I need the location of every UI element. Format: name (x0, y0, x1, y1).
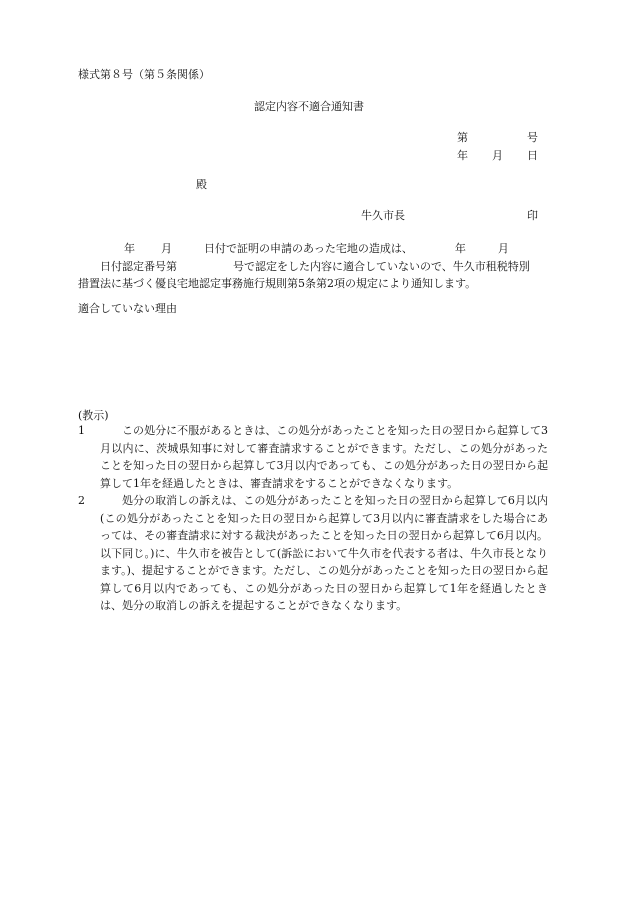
seal-label: 印 (527, 209, 538, 222)
instruction-item-text: この処分に不服があるときは、この処分があったことを知った日の翌日から起算して3月以内に、茨城県知事に対して審査請求することができます。ただし、この処分があったことを知った日の翌日から起算して3月以内であっても、この処分があった日の翌日から起算して1年を経過したときは、審査請求をすることができなくなります。 (100, 424, 548, 490)
body-line-1 (78, 240, 548, 258)
reason-label: 適合していない理由 (78, 302, 177, 315)
instruction-item (78, 492, 548, 615)
sender-name: 牛久市長 (361, 209, 405, 222)
instruction-list (78, 422, 548, 615)
number-prefix: 第 (457, 131, 468, 144)
body-text-2b: 号で認定をした内容に適合していないので、牛久市租税特別 (233, 259, 530, 273)
body-month: 月 (161, 242, 172, 255)
body-month-2: 月 (497, 242, 509, 255)
notification-body (78, 240, 548, 293)
issue-year-label: 年 (457, 149, 468, 162)
body-text-2a: 日付認定番号第 (100, 259, 177, 273)
body-year: 年 (124, 242, 135, 255)
addressee-honorific: 殿 (196, 178, 207, 191)
issue-day-label: 日 (527, 149, 538, 162)
body-year-2: 年 (454, 242, 466, 255)
document-title: 認定内容不適合通知書 (254, 100, 364, 113)
instruction-item-text: 処分の取消しの訴えは、この処分があったことを知った日の翌日から起算して6月以内(この処分があったことを知った日の翌日から起算して3月以内に審査請求をした場合にあっては、その審査請求に対する裁決があったことを知った日の翌日から起算して6月以内。以下同じ。)に、牛久市を被告として(訴訟において牛久市を代表する者は、牛久市長となります。)、提起することができます。ただし、この処分があったことを知った日の翌日から起算して6月以内であっても、この処分があった日の翌日から起算して1年を経過したときは、処分の取消しの訴えを提起することができなくなります。 (100, 494, 548, 612)
issue-month-label: 月 (492, 149, 503, 162)
form-label: 様式第８号（第５条関係） (78, 68, 210, 81)
instruction-item-number: 1 (78, 424, 85, 437)
number-suffix: 号 (527, 131, 538, 144)
body-text-1: 日付で証明の申請のあった宅地の造成は、 (204, 242, 413, 255)
body-line-2 (78, 258, 548, 276)
instruction-item-number: 2 (78, 494, 85, 507)
instruction-item (78, 422, 548, 492)
instruction-heading: (教示) (78, 409, 109, 422)
body-line-3: 措置法に基づく優良宅地認定事務施行規則第5条第2項の規定により通知します。 (78, 277, 477, 290)
